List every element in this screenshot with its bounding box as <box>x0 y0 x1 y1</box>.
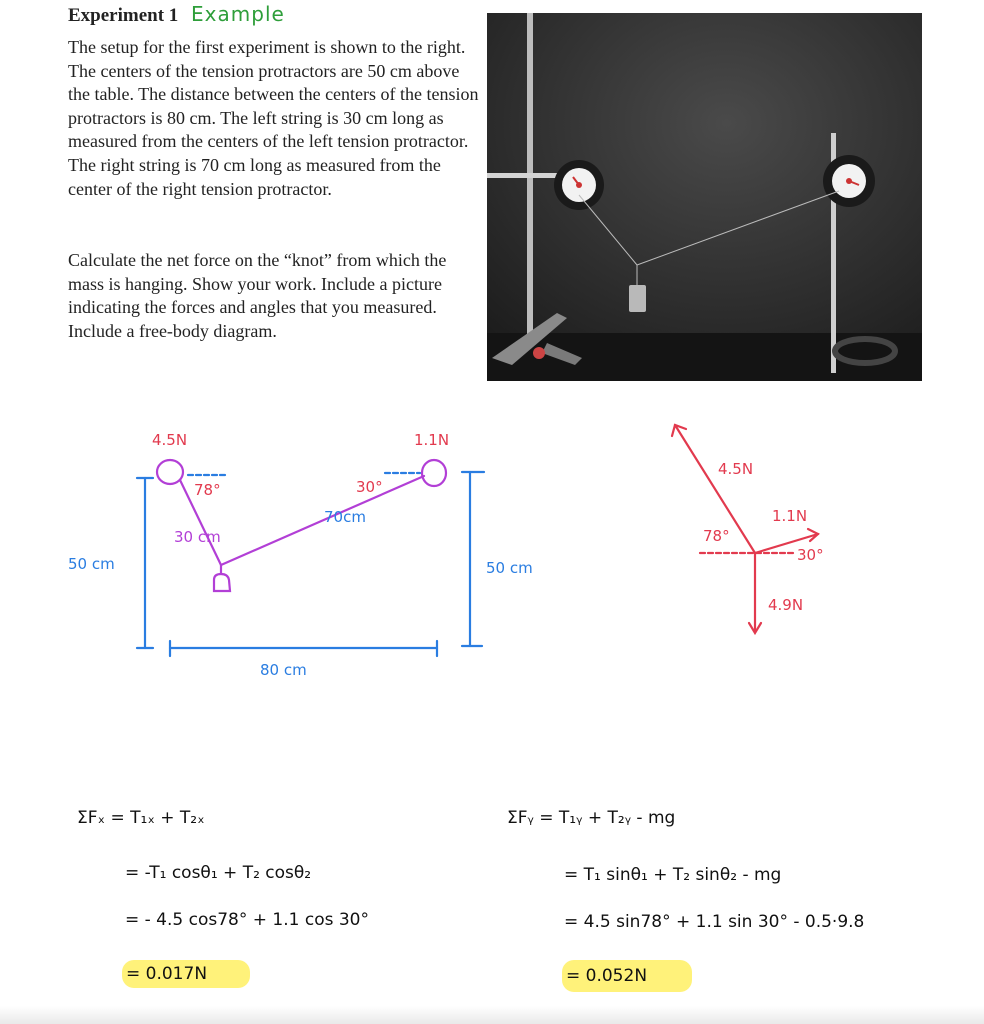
fbd-right-force: 1.1N <box>772 507 808 525</box>
right-angle-label: 30° <box>356 478 383 496</box>
fx-equation-2: = -T₁ cosθ₁ + T₂ cosθ₂ <box>125 863 312 883</box>
left-protractor <box>554 160 604 210</box>
left-angle-label: 78° <box>194 481 221 499</box>
left-string-length: 30 cm <box>174 528 221 546</box>
fx-equation-1: ΣFₓ = T₁ₓ + T₂ₓ <box>77 808 205 828</box>
right-height-label: 50 cm <box>486 559 533 577</box>
page-heading <box>68 2 285 27</box>
fbd-left-force: 4.5N <box>718 460 754 478</box>
setup-description: The setup for the first experiment is shown to the right. The centers of the tension protractors are 50 cm above the table. The distance between the centers of the tension protractors is 80 cm. The left string is 30 cm long as measured from the centers of the left tension protractor. The right string is 70 cm long as measured from the center of the right tension protractor. <box>68 37 479 199</box>
setup-photo <box>487 13 922 381</box>
left-height-label: 50 cm <box>68 555 115 573</box>
equations <box>77 808 864 986</box>
fbd-right-angle: 30° <box>797 546 824 564</box>
left-tension-label: 4.5N <box>152 431 188 449</box>
right-tension-label: 1.1N <box>414 431 450 449</box>
setup-labels <box>68 431 533 679</box>
separation-label: 80 cm <box>260 661 307 679</box>
fy-equation-3: = 4.5 sin78° + 1.1 sin 30° - 0.5·9.8 <box>564 912 865 932</box>
example-tag: Example <box>191 2 285 26</box>
fx-result: = 0.017N <box>126 964 208 984</box>
fy-result: = 0.052N <box>566 966 648 986</box>
fy-equation-2: = T₁ sinθ₁ + T₂ sinθ₂ - mg <box>564 865 782 885</box>
right-string-length: 70cm <box>324 508 366 526</box>
instructions-paragraph: Calculate the net force on the “knot” from which the mass is hanging. Show your work. Include a picture indicating the forces and angles that you measured. Include a free-body diagram. <box>68 250 447 341</box>
fy-equation-1: ΣFᵧ = T₁ᵧ + T₂ᵧ - mg <box>507 808 676 828</box>
handwritten-solution <box>0 380 984 1024</box>
fx-equation-3: = - 4.5 cos78° + 1.1 cos 30° <box>125 910 369 930</box>
experiment-title: Experiment 1 <box>68 5 179 26</box>
viewer-bottom-edge <box>0 1006 984 1024</box>
purple-strings <box>157 460 446 591</box>
fbd-weight: 4.9N <box>768 596 804 614</box>
fbd-left-angle: 78° <box>703 527 730 545</box>
